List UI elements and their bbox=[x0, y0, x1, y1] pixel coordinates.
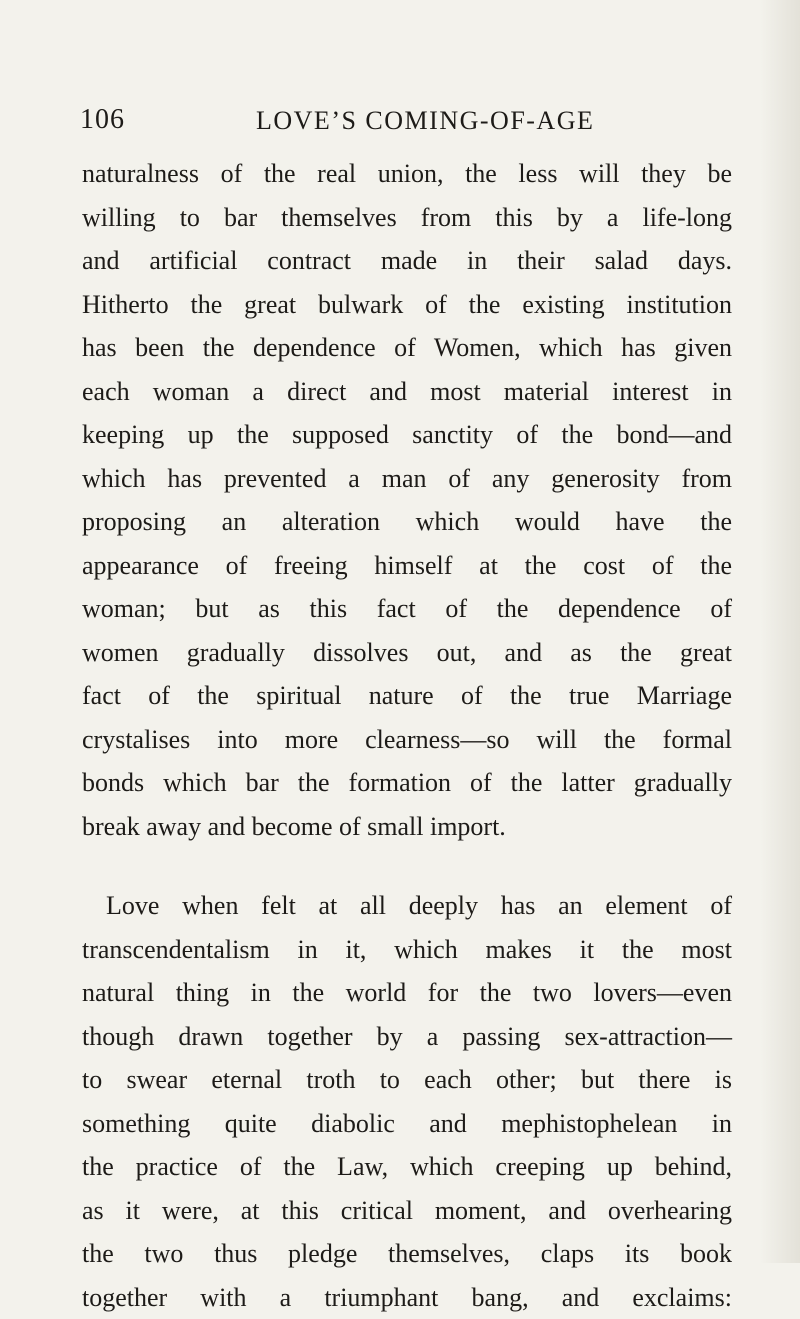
running-head: LOVE’S COMING-OF-AGE bbox=[256, 106, 594, 136]
text-line: which has prevented a man of any generosity from bbox=[82, 457, 732, 501]
text-line: each woman a direct and most material interest in bbox=[82, 370, 732, 414]
text-line: has been the dependence of Women, which has given bbox=[82, 326, 732, 370]
text-line: willing to bar themselves from this by a life-long bbox=[82, 196, 732, 240]
text-line: to swear eternal troth to each other; but there is bbox=[82, 1058, 732, 1102]
text-line: crystalises into more clearness—so will the formal bbox=[82, 718, 732, 762]
body-text bbox=[82, 152, 732, 1319]
paragraph-1 bbox=[82, 152, 732, 848]
text-line: the practice of the Law, which creeping up behind, bbox=[82, 1145, 732, 1189]
text-line: Love when felt at all deeply has an element of bbox=[82, 884, 732, 928]
page-header bbox=[80, 104, 730, 140]
paragraph-gap bbox=[82, 848, 732, 884]
text-line: something quite diabolic and mephistophelean in bbox=[82, 1102, 732, 1146]
text-line: Hitherto the great bulwark of the existing institution bbox=[82, 283, 732, 327]
text-line: break away and become of small import. bbox=[82, 805, 732, 849]
text-line: proposing an alteration which would have the bbox=[82, 500, 732, 544]
paragraph-2 bbox=[82, 884, 732, 1319]
text-line: woman; but as this fact of the dependence of bbox=[82, 587, 732, 631]
text-line: fact of the spiritual nature of the true Marriage bbox=[82, 674, 732, 718]
text-line: appearance of freeing himself at the cost of the bbox=[82, 544, 732, 588]
text-line: bonds which bar the formation of the latter gradually bbox=[82, 761, 732, 805]
text-line: women gradually dissolves out, and as the great bbox=[82, 631, 732, 675]
text-line: though drawn together by a passing sex-attraction— bbox=[82, 1015, 732, 1059]
text-line: natural thing in the world for the two lovers—even bbox=[82, 971, 732, 1015]
text-line: keeping up the supposed sanctity of the bond—and bbox=[82, 413, 732, 457]
text-line: as it were, at this critical moment, and overhearing bbox=[82, 1189, 732, 1233]
text-line: naturalness of the real union, the less will they be bbox=[82, 152, 732, 196]
text-line: transcendentalism in it, which makes it the most bbox=[82, 928, 732, 972]
page-edge-shadow bbox=[760, 0, 800, 1263]
text-line: and artificial contract made in their salad days. bbox=[82, 239, 732, 283]
text-line: the two thus pledge themselves, claps its book bbox=[82, 1232, 732, 1276]
text-line: together with a triumphant bang, and exclaims: bbox=[82, 1276, 732, 1319]
page-number: 106 bbox=[80, 104, 125, 136]
